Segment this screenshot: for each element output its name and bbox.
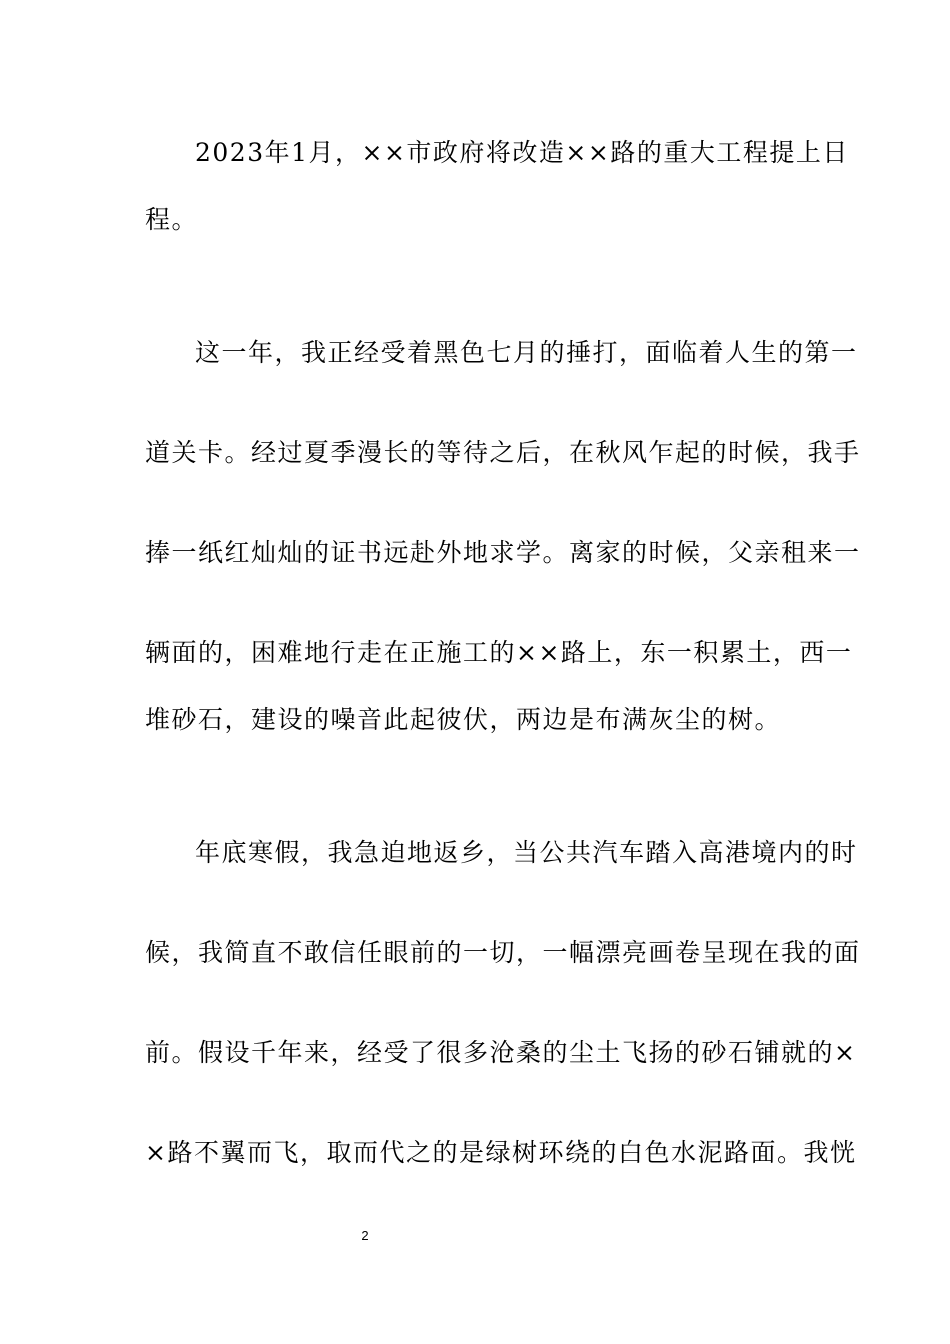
- text-line: 辆面的，困难地行走在正施工的××路上，东一积累土，西一: [145, 638, 853, 667]
- text-line: 捧一纸红灿灿的证书远赴外地求学。离家的时候，父亲租来一: [145, 538, 861, 567]
- text-line: 2023年1月，××市政府将改造××路的重大工程提上日: [195, 138, 849, 167]
- text-line: 程。: [145, 205, 199, 234]
- text-line: 堆砂石，建设的噪音此起彼伏，两边是布满灰尘的树。: [145, 705, 782, 734]
- text-line: 道关卡。经过夏季漫长的等待之后，在秋风乍起的时候，我手: [145, 438, 861, 467]
- page-number: 2: [361, 1228, 369, 1243]
- text-line: 这一年，我正经受着黑色七月的捶打，面临着人生的第一: [195, 338, 858, 367]
- text-line: ×路不翼而飞，取而代之的是绿树环绕的白色水泥路面。我恍: [145, 1138, 857, 1167]
- text-line: 候，我简直不敢信任眼前的一切，一幅漂亮画卷呈现在我的面: [145, 938, 861, 967]
- text-line: 年底寒假，我急迫地返乡，当公共汽车踏入高港境内的时: [195, 838, 858, 867]
- text-line: 前。假设千年来，经受了很多沧桑的尘土飞扬的砂石铺就的×: [145, 1038, 857, 1067]
